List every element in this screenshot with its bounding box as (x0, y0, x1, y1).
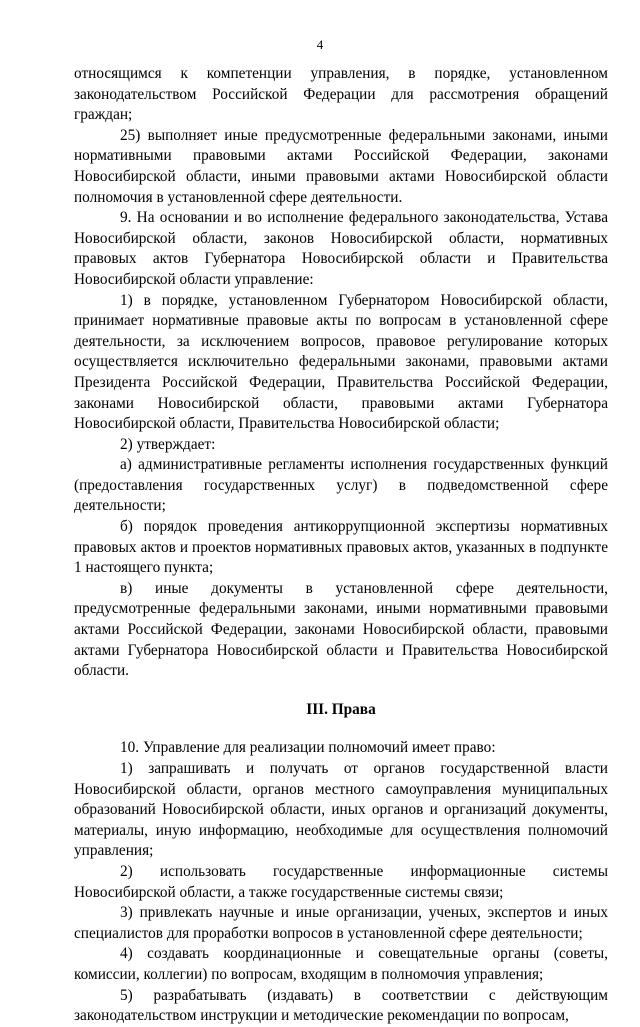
document-body (74, 64, 608, 1027)
paragraph-clause-10: 10. Управление для реализации полномочий имеет право: (120, 739, 496, 757)
page-number: 4 (316, 37, 324, 52)
paragraph-continuation: относящимся к компетенции управления, в порядке, установленном законодательством Российской Федерации для рассмотрения обращений граждан; (74, 65, 608, 124)
paragraph-clause-10-item-1: 1) запрашивать и получать от органов государственной власти Новосибирской области, органов местного самоуправления муниципальных образований Новосибирской области, иных органов и организаций документы, материалы, иную информацию, необходимые для осуществления полномочий управления; (74, 760, 608, 860)
paragraph-clause-10-item-3: 3) привлекать научные и иные организации, ученых, экспертов и иных специалистов для проработки вопросов в установленной сфере деятельности; (74, 904, 608, 942)
paragraph-item-25: 25) выполняет иные предусмотренные федеральными законами, иными нормативными правовыми актами Российской Федерации, законами Новосибирской области, иными правовыми актами Новосибирской области полномочия в установленной сфере деятельности. (74, 126, 608, 206)
paragraph-clause-10-item-2: 2) использовать государственные информационные системы Новосибирской области, а также государственные системы связи; (74, 862, 608, 901)
paragraph-subitem-b: б) порядок проведения антикоррупционной экспертизы нормативных правовых актов и проектов нормативных правовых актов, указанных в подпункте 1 настоящего пункта; (74, 518, 608, 577)
paragraph-subitem-a: а) административные регламенты исполнения государственных функций (предоставления государственных услуг) в подведомственной сфере деятельности; (74, 456, 608, 515)
section-heading: III. Права (306, 700, 376, 718)
paragraph-clause-10-item-4: 4) создавать координационные и совещательные органы (советы, комиссии, коллегии) по вопросам, входящим в полномочия управления; (74, 945, 608, 983)
paragraph-clause-9-item-1: 1) в порядке, установленном Губернатором Новосибирской области, принимает нормативные правовые акты по вопросам в установленной сфере деятельности, за исключением вопросов, правовое регулирование которых осуществляется исключительно федеральными законами, правовыми актами Президента Российской Федерации, Правительства Российской Федерации, законами Новосибирской области, правовыми актами Губернатора Новосибирской области, Правительства Новосибирской области; (74, 291, 608, 433)
paragraph-clause-9-item-2: 2) утверждает: (120, 435, 216, 453)
paragraph-clause-10-item-5: 5) разрабатывать (издавать) в соответствии с действующим законодательством инструкции и методические рекомендации по вопросам, (74, 986, 608, 1025)
paragraph-subitem-v: в) иные документы в установленной сфере деятельности, предусмотренные федеральными законами, иными нормативными правовыми актами Российской Федерации, законами Новосибирской области, правовыми актами Губернатора Новосибирской области и Правительства Новосибирской области. (74, 579, 608, 680)
paragraph-clause-9: 9. На основании и во исполнение федерального законодательства, Устава Новосибирской области, законов Новосибирской области, нормативных правовых актов Губернатора Новосибирской области и Правительства Новосибирской области управление: (74, 209, 608, 288)
